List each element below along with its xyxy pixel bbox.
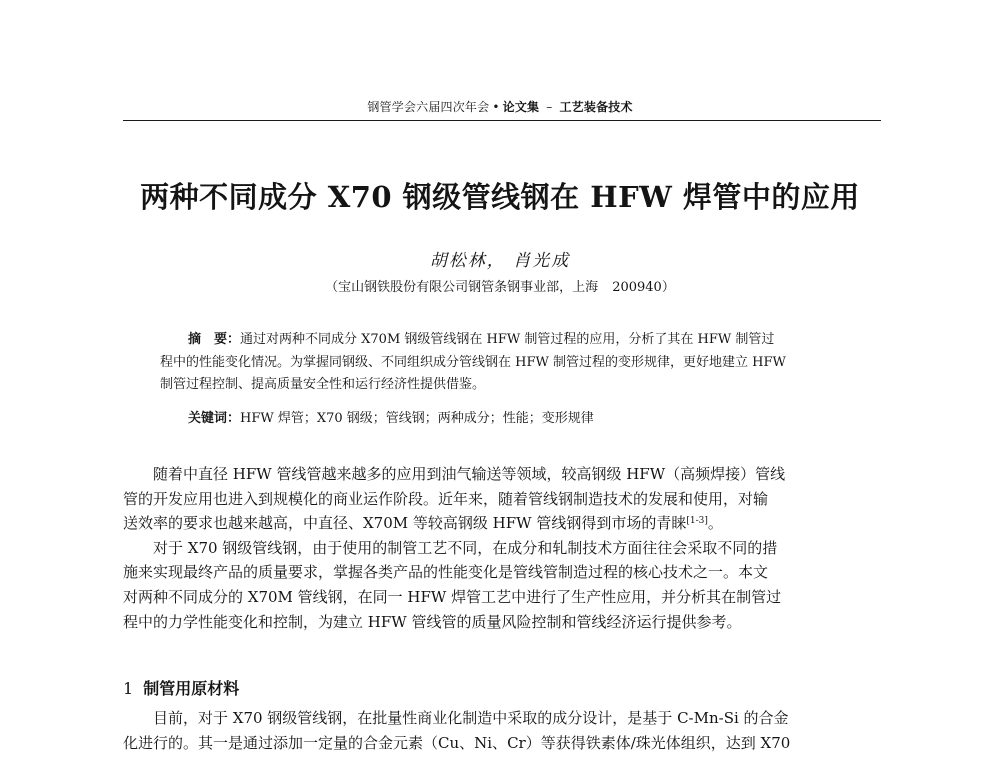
paragraph-1-line-2: 管的开发应用也进入到规模化的商业运作阶段。近年来，随着管线钢制造技术的发展和使用，对输 <box>123 489 769 508</box>
paper-title: 两种不同成分 X70 钢级管线钢在 HFW 焊管中的应用 <box>140 180 860 214</box>
affiliation-text: （宝山钢铁股份有限公司钢管条钢事业部，上海 <box>325 280 599 295</box>
citation-ref: [1-3] <box>686 516 708 527</box>
introduction <box>123 462 883 634</box>
section-1-line-2: 化进行的。其一是通过添加一定量的合金元素（Cu、Ni、Cr）等获得铁素体/珠光体组织，达到 X70 <box>123 734 791 752</box>
affiliation-postcode: 200940） <box>612 280 675 295</box>
running-header <box>0 99 1000 115</box>
keywords-label: 关键词： <box>188 411 241 426</box>
section-1-heading <box>123 678 239 700</box>
section-1-line-1: 目前，对于 X70 钢级管线钢，在批量性商业化制造中采取的成分设计，是基于 C-Mn-Si 的合金 <box>153 709 789 727</box>
section-1-number: 1 <box>123 679 134 698</box>
paragraph-2-line-1: 对于 X70 钢级管线钢，由于使用的制管工艺不同，在成分和轧制技术方面往往会采取不同的措 <box>153 538 778 557</box>
paragraph-2-line-2: 施来实现最终产品的质量要求，掌握各类产品的性能变化是管线管制造过程的核心技术之一。本文 <box>123 563 769 582</box>
conference-name: 钢管学会六届四次年会 <box>367 100 490 114</box>
keywords-text: HFW 焊管；X70 钢级；管线钢；两种成分；性能；变形规律 <box>240 411 594 426</box>
authors: 胡松林， 肖光成 <box>429 251 571 271</box>
abstract-line-3: 制管过程控制、提高质量安全性和运行经济性提供借鉴。 <box>160 377 486 392</box>
keywords <box>188 410 594 428</box>
abstract <box>160 329 860 397</box>
paragraph-2-line-3: 对两种不同成分的 X70M 管线钢，在同一 HFW 焊管工艺中进行了生产性应用，并分析其在制管过 <box>123 587 782 606</box>
abstract-text-1: 通过对两种不同成分 X70M 钢级管线钢在 HFW 制管过程的应用，分析了其在 HFW 制管过 <box>240 332 775 347</box>
header-separator: • <box>492 100 500 114</box>
affiliation <box>0 279 1000 297</box>
abstract-line-1 <box>160 329 860 352</box>
abstract-line-2: 程中的性能变化情况。为掌握同钢级、不同组织成分管线钢在 HFW 制管过程的变形规律，更好地建立 HFW <box>160 354 786 370</box>
paragraph-1-line-3 <box>123 511 883 536</box>
paragraph-2-line-4: 程中的力学性能变化和控制，为建立 HFW 管线管的质量风险控制和管线经济运行提供参考。 <box>123 612 742 631</box>
abstract-label: 摘 要： <box>188 332 241 347</box>
section-1-title: 制管用原材料 <box>143 679 240 698</box>
section-1-body <box>123 706 883 756</box>
paragraph-1-end: 。 <box>707 514 723 533</box>
paragraph-1-line-1: 随着中直径 HFW 管线管越来越多的应用到油气输送等领域，较高钢级 HFW（高频焊接）管线 <box>153 465 786 483</box>
header-dash: – <box>546 100 553 114</box>
proceedings-label: 论文集 <box>502 100 540 114</box>
header-rule <box>123 120 881 121</box>
paragraph-1-line-3-text: 送效率的要求也越来越高，中直径、X70M 等较高钢级 HFW 管线钢得到市场的青睐 <box>123 514 687 533</box>
section-label: 工艺装备技术 <box>559 100 633 114</box>
